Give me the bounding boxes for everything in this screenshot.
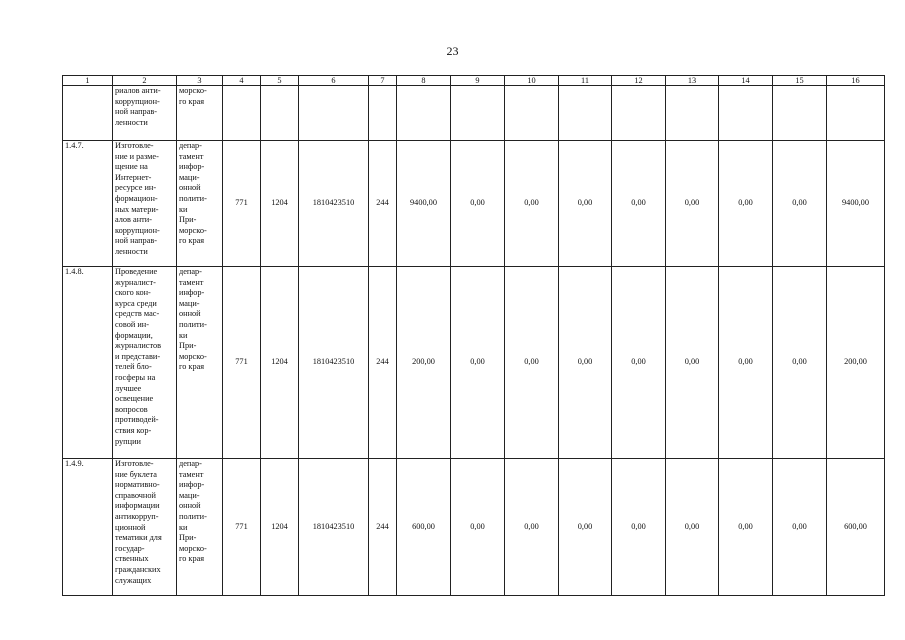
executor-line: морско- xyxy=(179,351,207,361)
activity-name-line: ресурсе ин- xyxy=(115,183,157,193)
header-cell: 14 xyxy=(719,76,773,86)
activity-name-line: риалов анти- xyxy=(115,86,161,95)
activity-name-line: ных матери- xyxy=(115,204,159,214)
value-cell xyxy=(369,86,397,141)
value-cell: 244 xyxy=(369,459,397,596)
activity-name-line: справочной xyxy=(115,490,156,500)
executor-line: маци- xyxy=(179,172,200,182)
value-cell xyxy=(299,86,369,141)
executor-line: полити- xyxy=(179,193,207,203)
activity-name-cell xyxy=(113,459,177,596)
value-cell xyxy=(719,86,773,141)
value-cell: 9400,00 xyxy=(397,141,451,267)
value-cell: 1810423510 xyxy=(299,141,369,267)
executor-line: онной xyxy=(179,309,201,319)
executor-line: го края xyxy=(179,362,205,372)
header-cell: 2 xyxy=(113,76,177,86)
value-cell: 0,00 xyxy=(666,141,719,267)
activity-name-line: ной направ- xyxy=(115,107,158,117)
value-cell: 0,00 xyxy=(559,141,612,267)
value-cell: 0,00 xyxy=(451,267,505,459)
value-cell: 9400,00 xyxy=(827,141,885,267)
table-row xyxy=(63,86,885,141)
executor-cell xyxy=(177,141,223,267)
executor-line: инфор- xyxy=(179,162,205,172)
value-cell: 600,00 xyxy=(397,459,451,596)
value-cell: 0,00 xyxy=(559,267,612,459)
value-cell: 771 xyxy=(223,459,261,596)
executor-line: ки xyxy=(179,522,188,532)
activity-name-line: средств мас- xyxy=(115,309,160,319)
executor-line: депар- xyxy=(179,267,202,276)
value-cell xyxy=(397,86,451,141)
value-cell xyxy=(261,86,299,141)
activity-name-line: ского кон- xyxy=(115,288,151,298)
value-cell xyxy=(612,86,666,141)
table-row xyxy=(63,141,885,267)
table-row xyxy=(63,459,885,596)
value-cell: 0,00 xyxy=(719,267,773,459)
activity-name-line: антикорруп- xyxy=(115,511,159,521)
value-cell: 0,00 xyxy=(505,267,559,459)
value-cell: 244 xyxy=(369,267,397,459)
header-cell: 8 xyxy=(397,76,451,86)
value-cell: 1204 xyxy=(261,459,299,596)
activity-name-line: госферы на xyxy=(115,372,156,382)
value-cell: 600,00 xyxy=(827,459,885,596)
activity-name-line: щение на xyxy=(115,162,148,172)
activity-name-cell xyxy=(113,86,177,141)
executor-line: го края xyxy=(179,554,205,564)
executor-line: депар- xyxy=(179,459,202,468)
activity-name-cell xyxy=(113,267,177,459)
activity-name-line: формацион- xyxy=(115,193,158,203)
executor-cell xyxy=(177,267,223,459)
activity-name-line: ленности xyxy=(115,246,148,256)
value-cell: 0,00 xyxy=(773,267,827,459)
activity-name-line: ние и разме- xyxy=(115,151,159,161)
activity-name-line: Проведение xyxy=(115,267,158,276)
executor-line: При- xyxy=(179,341,197,351)
activity-name-line: и представи- xyxy=(115,351,161,361)
executor-line: онной xyxy=(179,183,201,193)
value-cell: 0,00 xyxy=(773,141,827,267)
executor-line: тамент xyxy=(179,277,204,287)
value-cell: 0,00 xyxy=(773,459,827,596)
activity-name-line: информации xyxy=(115,501,160,511)
value-cell: 0,00 xyxy=(451,459,505,596)
value-cell: 244 xyxy=(369,141,397,267)
header-cell: 11 xyxy=(559,76,612,86)
item-number-cell: 1.4.8. xyxy=(63,267,113,459)
value-cell: 771 xyxy=(223,141,261,267)
value-cell: 0,00 xyxy=(666,267,719,459)
value-cell: 0,00 xyxy=(612,141,666,267)
activity-name-line: служащих xyxy=(115,575,152,585)
executor-cell xyxy=(177,459,223,596)
executor-line: тамент xyxy=(179,151,204,161)
activity-name-line: телей бло- xyxy=(115,362,152,372)
executor-line: маци- xyxy=(179,490,200,500)
activity-name-line: нормативно- xyxy=(115,480,160,490)
activity-name-line: алов анти- xyxy=(115,215,152,225)
value-cell: 0,00 xyxy=(666,459,719,596)
executor-line: го края xyxy=(179,96,205,106)
value-cell: 1810423510 xyxy=(299,459,369,596)
executor-cell xyxy=(177,86,223,141)
header-cell: 9 xyxy=(451,76,505,86)
executor-line: При- xyxy=(179,215,197,225)
executor-line: морско- xyxy=(179,86,207,95)
item-number-cell: 1.4.7. xyxy=(63,141,113,267)
executor-line: маци- xyxy=(179,298,200,308)
activity-name-line: ленности xyxy=(115,117,148,127)
executor-line: онной xyxy=(179,501,201,511)
activity-name-line: журналист- xyxy=(115,277,156,287)
value-cell: 200,00 xyxy=(397,267,451,459)
value-cell: 0,00 xyxy=(451,141,505,267)
executor-line: полити- xyxy=(179,511,207,521)
activity-name-line: коррупцион- xyxy=(115,96,160,106)
value-cell: 1204 xyxy=(261,267,299,459)
executor-line: При- xyxy=(179,533,197,543)
activity-name-line: освещение xyxy=(115,394,154,404)
value-cell xyxy=(666,86,719,141)
value-cell: 0,00 xyxy=(559,459,612,596)
value-cell xyxy=(559,86,612,141)
activity-name-line: ствия кор- xyxy=(115,425,152,435)
page-number: 23 xyxy=(446,44,459,58)
activity-name-line: совой ин- xyxy=(115,319,149,329)
executor-line: полити- xyxy=(179,319,207,329)
activity-name-line: Интернет- xyxy=(115,172,152,182)
value-cell: 0,00 xyxy=(719,141,773,267)
executor-line: инфор- xyxy=(179,480,205,490)
executor-line: го края xyxy=(179,236,205,246)
value-cell xyxy=(505,86,559,141)
value-cell: 0,00 xyxy=(719,459,773,596)
activity-name-line: журналистов xyxy=(115,341,162,351)
activity-name-line: ственных xyxy=(115,554,149,564)
activity-name-line: формации, xyxy=(115,330,153,340)
value-cell xyxy=(223,86,261,141)
header-row xyxy=(63,76,885,86)
activity-name-line: гражданских xyxy=(115,564,161,574)
header-cell: 10 xyxy=(505,76,559,86)
executor-line: тамент xyxy=(179,469,204,479)
value-cell: 1810423510 xyxy=(299,267,369,459)
budget-table xyxy=(62,75,885,596)
table-row xyxy=(63,267,885,459)
activity-name-line: рупции xyxy=(115,436,141,446)
activity-name-line: лучшее xyxy=(115,383,142,393)
value-cell: 200,00 xyxy=(827,267,885,459)
value-cell xyxy=(773,86,827,141)
executor-line: морско- xyxy=(179,225,207,235)
value-cell xyxy=(451,86,505,141)
item-number-cell: 1.4.9. xyxy=(63,459,113,596)
value-cell: 771 xyxy=(223,267,261,459)
value-cell: 0,00 xyxy=(505,141,559,267)
activity-name-cell xyxy=(113,141,177,267)
value-cell: 0,00 xyxy=(612,459,666,596)
activity-name-line: государ- xyxy=(115,543,145,553)
activity-name-line: противодей- xyxy=(115,415,159,425)
header-cell: 13 xyxy=(666,76,719,86)
activity-name-line: Изготовле- xyxy=(115,459,154,468)
activity-name-line: вопросов xyxy=(115,404,148,414)
activity-name-line: ной направ- xyxy=(115,236,158,246)
executor-line: морско- xyxy=(179,543,207,553)
header-cell: 7 xyxy=(369,76,397,86)
activity-name-line: тематики для xyxy=(115,533,162,543)
activity-name-line: Изготовле- xyxy=(115,141,154,150)
header-cell: 4 xyxy=(223,76,261,86)
item-number-cell xyxy=(63,86,113,141)
value-cell: 0,00 xyxy=(505,459,559,596)
executor-line: депар- xyxy=(179,141,202,150)
header-cell: 3 xyxy=(177,76,223,86)
header-cell: 1 xyxy=(63,76,113,86)
value-cell xyxy=(827,86,885,141)
activity-name-line: коррупцион- xyxy=(115,225,160,235)
activity-name-line: ционной xyxy=(115,522,146,532)
value-cell: 1204 xyxy=(261,141,299,267)
header-cell: 5 xyxy=(261,76,299,86)
executor-line: ки xyxy=(179,204,188,214)
activity-name-line: ние буклета xyxy=(115,469,157,479)
header-cell: 16 xyxy=(827,76,885,86)
activity-name-line: курса среди xyxy=(115,298,157,308)
executor-line: ки xyxy=(179,330,188,340)
header-cell: 12 xyxy=(612,76,666,86)
executor-line: инфор- xyxy=(179,288,205,298)
value-cell: 0,00 xyxy=(612,267,666,459)
header-cell: 15 xyxy=(773,76,827,86)
header-cell: 6 xyxy=(299,76,369,86)
